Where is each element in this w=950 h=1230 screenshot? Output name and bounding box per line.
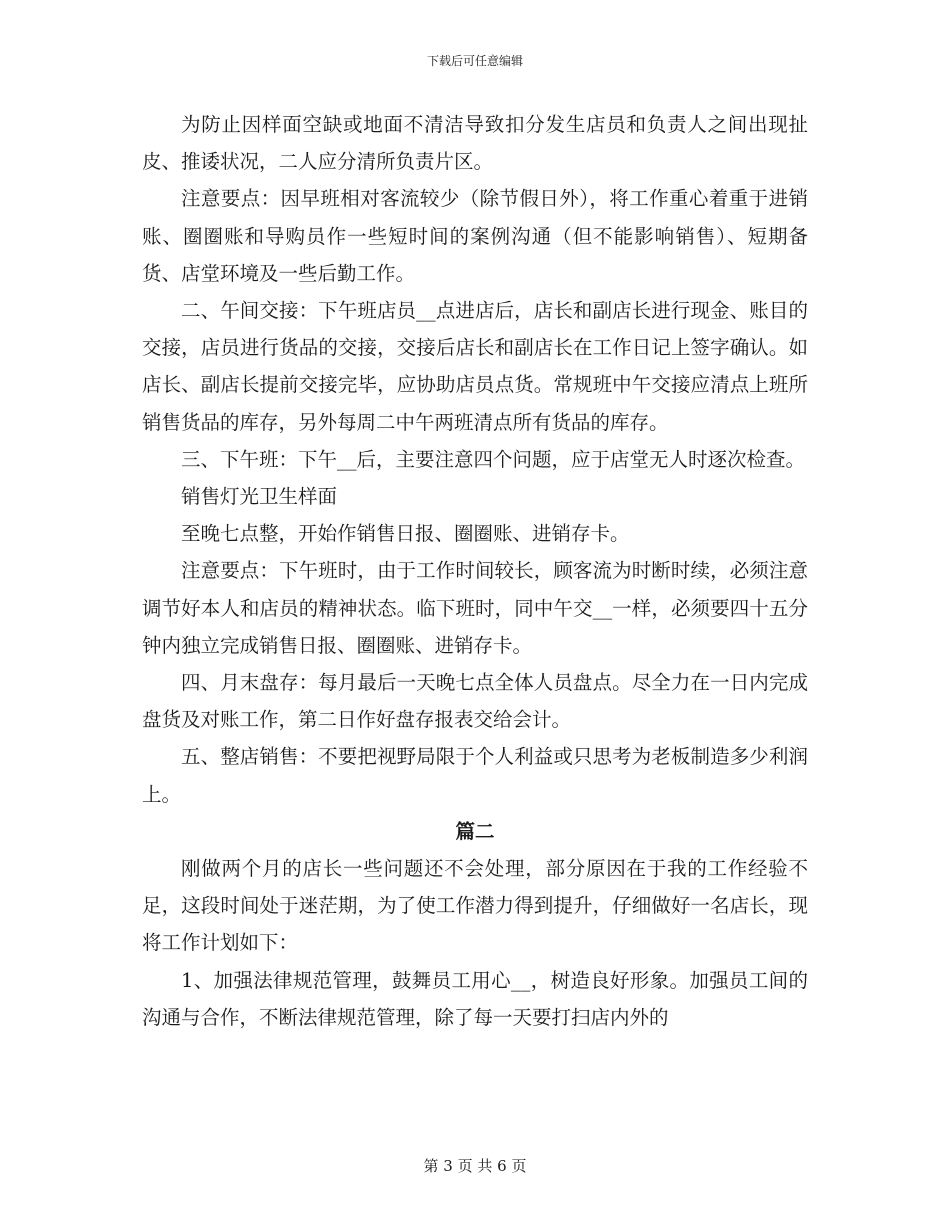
paragraph: 五、整店销售：不要把视野局限于个人利益或只思考为老板制造多少利润上。 (142, 745, 808, 806)
paragraph: 注意要点：因早班相对客流较少（除节假日外），将工作重心着重于进销账、圈圈账和导购员作一些短时间的案例沟通（但不能影响销售）、短期备货、店堂环境及一些后勤工作。 (142, 187, 808, 285)
paragraph: 刚做两个月的店长一些问题还不会处理，部分原因在于我的工作经验不足，这段时间处于迷茫期，为了使工作潜力得到提升，仔细做好一名店长，现将工作计划如下： (142, 857, 808, 955)
page-header: 下载后可任意编辑 (426, 54, 523, 68)
paragraph: 二、午间交接：下午班店员__点进店后，店长和副店长进行现金、账目的交接，店员进行货品的交接，交接后店长和副店长在工作日记上签字确认。如店长、副店长提前交接完毕，应协助店员点货。常规班中午交接应清点上班所销售货品的库存，另外每周二中午两班清点所有货品的库存。 (142, 299, 808, 434)
paragraph: 销售灯光卫生样面 (181, 485, 338, 509)
paragraph: 1、加强法律规范管理，鼓舞员工用心__，树造良好形象。加强员工间的沟通与合作，不断法律规范管理，除了每一天要打扫店内外的 (142, 968, 808, 1029)
paragraph: 三、下午班：下午__后，主要注意四个问题，应于店堂无人时逐次检查。 (181, 447, 806, 471)
document-body (142, 106, 808, 1036)
paragraph: 至晚七点整，开始作销售日报、圈圈账、进销存卡。 (181, 522, 630, 546)
page-footer: 第 3 页 共 6 页 (423, 1157, 527, 1175)
section-title: 篇二 (455, 819, 495, 843)
paragraph: 四、月末盘存：每月最后一天晚七点全体人员盘点。尽全力在一日内完成盘货及对账工作，第二日作好盘存报表交给会计。 (142, 671, 808, 732)
paragraph: 为防止因样面空缺或地面不清洁导致扣分发生店员和负责人之间出现扯皮、推诿状况，二人应分清所负责片区。 (142, 113, 808, 174)
paragraph: 注意要点：下午班时，由于工作时间较长，顾客流为时断时续，必须注意调节好本人和店员的精神状态。临下班时，同中午交__一样，必须要四十五分钟内独立完成销售日报、圈圈账、进销存卡。 (142, 559, 808, 657)
